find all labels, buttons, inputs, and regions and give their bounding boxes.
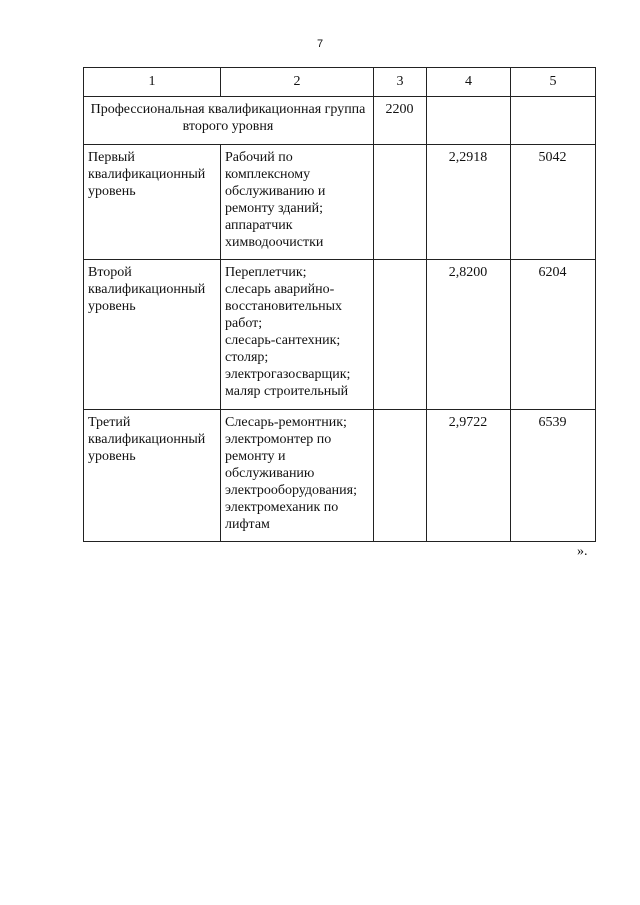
position-line: ремонту и: [225, 449, 286, 464]
header-cell-3: 3: [374, 68, 427, 97]
level-cell: [84, 410, 221, 542]
position-line: аппаратчик: [225, 218, 293, 233]
salary-cell: 6539: [511, 410, 596, 542]
position-line: слесарь-сантехник;: [225, 333, 341, 348]
position-line: столяр;: [225, 350, 269, 365]
level-line: квалификационный: [88, 432, 206, 447]
position-line: электрооборудования;: [225, 483, 357, 498]
salary-cell: 6204: [511, 260, 596, 410]
table-row: [84, 260, 596, 410]
positions-cell: [221, 260, 374, 410]
group-title: Профессиональная квалификационная группа второго уровня: [84, 97, 374, 145]
table-row: [84, 145, 596, 260]
coefficient-cell: 2,2918: [427, 145, 511, 260]
header-cell-2: 2: [221, 68, 374, 97]
level-cell: [84, 260, 221, 410]
position-line: химводоочистки: [225, 235, 324, 250]
level-line: квалификационный: [88, 282, 206, 297]
position-line: электрогазосварщик;: [225, 367, 351, 382]
empty-cell: [374, 260, 427, 410]
positions-cell: [221, 410, 374, 542]
level-line: уровень: [88, 449, 136, 464]
coefficient-cell: 2,8200: [427, 260, 511, 410]
position-line: комплексному: [225, 167, 311, 182]
empty-cell: [374, 410, 427, 542]
position-line: маляр строительный: [225, 384, 349, 399]
level-line: уровень: [88, 299, 136, 314]
position-line: электромеханик по: [225, 500, 339, 515]
salary-table: [83, 67, 596, 542]
group-empty-cell-4: [427, 97, 511, 145]
position-line: работ;: [225, 316, 263, 331]
position-line: восстановительных: [225, 299, 342, 314]
salary-cell: 5042: [511, 145, 596, 260]
group-base-salary: 2200: [374, 97, 427, 145]
level-line: квалификационный: [88, 167, 206, 182]
position-line: обслуживанию: [225, 466, 315, 481]
header-cell-4: 4: [427, 68, 511, 97]
level-line: Третий: [88, 415, 131, 430]
table-header-row: [84, 68, 596, 97]
position-line: электромонтер по: [225, 432, 332, 447]
header-cell-1: 1: [84, 68, 221, 97]
position-line: обслуживанию и: [225, 184, 326, 199]
page-number: 7: [316, 38, 324, 50]
position-line: слесарь аварийно-: [225, 282, 335, 297]
coefficient-cell: 2,9722: [427, 410, 511, 542]
level-line: Второй: [88, 265, 132, 280]
header-cell-5: 5: [511, 68, 596, 97]
position-line: лифтам: [225, 517, 270, 532]
position-line: Рабочий по: [225, 150, 293, 165]
position-line: ремонту зданий;: [225, 201, 323, 216]
table-row: [84, 410, 596, 542]
level-cell: [84, 145, 221, 260]
position-line: Слесарь-ремонтник;: [225, 415, 347, 430]
empty-cell: [374, 145, 427, 260]
position-line: Переплетчик;: [225, 265, 307, 280]
group-empty-cell-5: [511, 97, 596, 145]
group-row: [84, 97, 596, 145]
closing-quote-mark: ».: [577, 544, 588, 559]
positions-cell: [221, 145, 374, 260]
level-line: уровень: [88, 184, 136, 199]
level-line: Первый: [88, 150, 135, 165]
